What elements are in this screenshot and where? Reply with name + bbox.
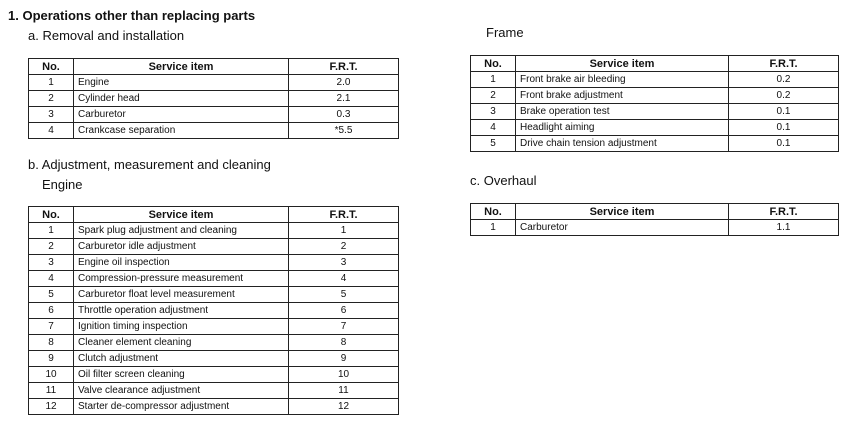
col-header-no: No. — [29, 207, 74, 223]
col-header-frt: F.R.T. — [289, 207, 399, 223]
row-number: 12 — [29, 399, 74, 415]
col-header-service-item: Service item — [74, 59, 289, 75]
col-header-service-item: Service item — [516, 56, 729, 72]
table-row — [471, 220, 839, 236]
frt-value-cell: 6 — [289, 303, 399, 319]
frt-value-cell: 3 — [289, 255, 399, 271]
service-item-cell: Headlight aiming — [516, 120, 729, 136]
table-row — [29, 303, 399, 319]
row-number: 4 — [471, 120, 516, 136]
col-header-frt: F.R.T. — [729, 204, 839, 220]
table-row — [29, 335, 399, 351]
row-number: 3 — [471, 104, 516, 120]
table-row — [29, 223, 399, 239]
frt-value-cell: 10 — [289, 367, 399, 383]
row-number: 5 — [471, 136, 516, 152]
frt-value-cell: 9 — [289, 351, 399, 367]
row-number: 1 — [29, 75, 74, 91]
service-item-cell: Carburetor — [74, 107, 289, 123]
service-item-cell: Clutch adjustment — [74, 351, 289, 367]
section-c-title: c. Overhaul — [470, 173, 537, 188]
frame-label: Frame — [486, 25, 524, 40]
overhaul-table — [470, 203, 839, 236]
table-row — [29, 399, 399, 415]
section-a-title: a. Removal and installation — [28, 28, 185, 43]
row-number: 10 — [29, 367, 74, 383]
table-row — [29, 91, 399, 107]
row-number: 7 — [29, 319, 74, 335]
service-item-cell: Carburetor — [516, 220, 729, 236]
service-item-cell: Spark plug adjustment and cleaning — [74, 223, 289, 239]
col-header-no: No. — [471, 56, 516, 72]
frt-value-cell: 2.1 — [289, 91, 399, 107]
frame-table — [470, 55, 839, 152]
service-item-cell: Front brake adjustment — [516, 88, 729, 104]
service-item-cell: Drive chain tension adjustment — [516, 136, 729, 152]
frt-value-cell: 0.2 — [729, 72, 839, 88]
removal-installation-table — [28, 58, 399, 139]
table-row — [29, 271, 399, 287]
table-row — [471, 88, 839, 104]
row-number: 4 — [29, 271, 74, 287]
service-item-cell: Oil filter screen cleaning — [74, 367, 289, 383]
table-row — [29, 367, 399, 383]
col-header-no: No. — [471, 204, 516, 220]
table-header-row — [471, 56, 839, 72]
table-row — [29, 351, 399, 367]
row-number: 11 — [29, 383, 74, 399]
row-number: 3 — [29, 255, 74, 271]
row-number: 2 — [471, 88, 516, 104]
page-heading: 1. Operations other than replacing parts — [8, 8, 256, 23]
frt-value-cell: 4 — [289, 271, 399, 287]
frt-value-cell: 2 — [289, 239, 399, 255]
col-header-no: No. — [29, 59, 74, 75]
table-row — [29, 383, 399, 399]
row-number: 6 — [29, 303, 74, 319]
table-row — [29, 239, 399, 255]
service-item-cell: Valve clearance adjustment — [74, 383, 289, 399]
col-header-frt: F.R.T. — [729, 56, 839, 72]
frt-value-cell: 7 — [289, 319, 399, 335]
service-item-cell: Engine — [74, 75, 289, 91]
service-item-cell: Compression-pressure measurement — [74, 271, 289, 287]
frt-value-cell: 0.1 — [729, 104, 839, 120]
row-number: 5 — [29, 287, 74, 303]
service-item-cell: Crankcase separation — [74, 123, 289, 139]
row-number: 8 — [29, 335, 74, 351]
row-number: 1 — [471, 220, 516, 236]
frt-value-cell: 0.1 — [729, 120, 839, 136]
table-row — [29, 287, 399, 303]
row-number: 4 — [29, 123, 74, 139]
row-number: 1 — [471, 72, 516, 88]
engine-table — [28, 206, 399, 415]
frt-value-cell: 0.2 — [729, 88, 839, 104]
table-header-row — [471, 204, 839, 220]
table-row — [29, 255, 399, 271]
table-row — [471, 136, 839, 152]
table-row — [29, 107, 399, 123]
section-b-title: b. Adjustment, measurement and cleaning — [28, 157, 271, 172]
table-row — [471, 120, 839, 136]
service-item-cell: Brake operation test — [516, 104, 729, 120]
frt-value-cell: 5 — [289, 287, 399, 303]
service-item-cell: Engine oil inspection — [74, 255, 289, 271]
frt-value-cell: 0.3 — [289, 107, 399, 123]
table-row — [29, 123, 399, 139]
row-number: 1 — [29, 223, 74, 239]
service-item-cell: Carburetor float level measurement — [74, 287, 289, 303]
service-item-cell: Cylinder head — [74, 91, 289, 107]
row-number: 2 — [29, 239, 74, 255]
table-row — [471, 104, 839, 120]
frt-value-cell: *5.5 — [289, 123, 399, 139]
frt-value-cell: 8 — [289, 335, 399, 351]
table-row — [471, 72, 839, 88]
frt-value-cell: 0.1 — [729, 136, 839, 152]
table-row — [29, 75, 399, 91]
frt-value-cell: 1.1 — [729, 220, 839, 236]
service-item-cell: Throttle operation adjustment — [74, 303, 289, 319]
col-header-service-item: Service item — [74, 207, 289, 223]
col-header-frt: F.R.T. — [289, 59, 399, 75]
row-number: 3 — [29, 107, 74, 123]
service-item-cell: Front brake air bleeding — [516, 72, 729, 88]
service-item-cell: Carburetor idle adjustment — [74, 239, 289, 255]
frt-value-cell: 2.0 — [289, 75, 399, 91]
service-item-cell: Ignition timing inspection — [74, 319, 289, 335]
frt-value-cell: 11 — [289, 383, 399, 399]
frt-value-cell: 12 — [289, 399, 399, 415]
row-number: 2 — [29, 91, 74, 107]
table-header-row — [29, 207, 399, 223]
frt-value-cell: 1 — [289, 223, 399, 239]
col-header-service-item: Service item — [516, 204, 729, 220]
service-item-cell: Cleaner element cleaning — [74, 335, 289, 351]
service-item-cell: Starter de-compressor adjustment — [74, 399, 289, 415]
table-row — [29, 319, 399, 335]
table-header-row — [29, 59, 399, 75]
engine-label: Engine — [42, 177, 83, 192]
row-number: 9 — [29, 351, 74, 367]
